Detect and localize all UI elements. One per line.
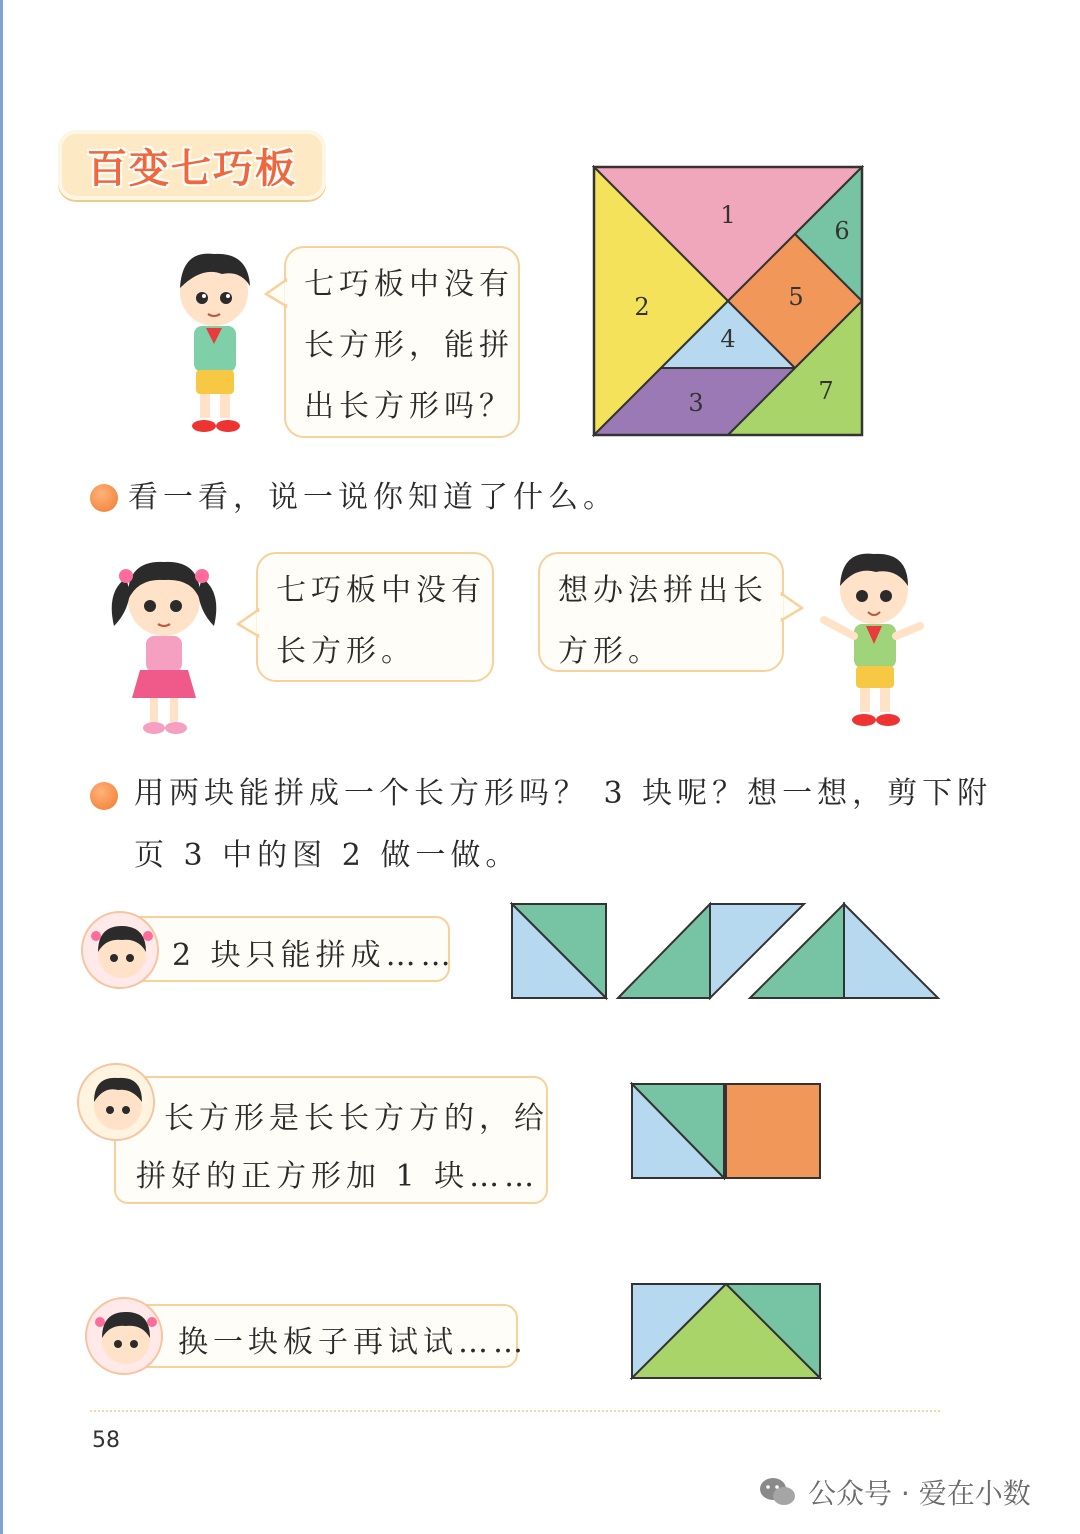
pill-2-line-1: 长方形是长长方方的，给 — [164, 1101, 549, 1136]
boy2-bubble-line-1: 想办法拼出长 — [558, 573, 768, 608]
section-title-badge — [58, 130, 326, 200]
boy-waving-illustration — [816, 540, 928, 732]
girl-avatar-1 — [80, 910, 160, 990]
girl-speech-bubble — [256, 552, 494, 682]
bullet-dot-2 — [90, 782, 118, 810]
tangram-label-5: 5 — [788, 283, 804, 311]
three-triangle-rectangle — [628, 1280, 824, 1382]
tangram-label-7: 7 — [818, 377, 834, 405]
boy-bubble-line-3: 出长方形吗？ — [304, 389, 514, 424]
two-piece-shapes — [508, 900, 944, 1004]
boy-pill-bubble — [114, 1076, 548, 1204]
girl-bubble-tail — [236, 608, 260, 638]
bullet-text-2-line-2: 页 3 中的图 2 做一做。 — [134, 838, 521, 873]
pill-2-line-2: 拼好的正方形加 1 块…… — [136, 1159, 540, 1194]
boy2-bubble-tail — [780, 592, 804, 622]
bullet-text-2-line-1: 用两块能拼成一个长方形吗？ 3 块呢？想一想，剪下附 — [134, 776, 993, 811]
boy2-speech-bubble — [538, 552, 784, 672]
girl-pill-bubble-2 — [118, 1304, 528, 1368]
watermark-text: 公众号 · 爱在小数 — [808, 1477, 1031, 1510]
tangram-label-3: 3 — [688, 389, 704, 417]
boy-speech-bubble — [284, 246, 520, 438]
tangram-diagram — [592, 165, 864, 439]
boy-avatar — [76, 1062, 156, 1142]
watermark — [758, 1472, 1031, 1512]
section-title: 百变七巧板 — [87, 145, 297, 192]
footer-dotted-rule — [90, 1410, 940, 1412]
boy-bubble-line-1: 七巧板中没有 — [304, 267, 514, 302]
square-plus-one-shape — [628, 1080, 824, 1182]
girl-avatar-2 — [84, 1296, 164, 1376]
tangram-label-1: 1 — [720, 201, 736, 229]
boy2-bubble-line-2: 方形。 — [558, 634, 663, 669]
page-left-rule — [0, 0, 3, 1534]
page-number: 58 — [92, 1428, 120, 1453]
pill-1-text: 2 块只能拼成…… — [172, 938, 456, 973]
tangram-label-6: 6 — [834, 217, 850, 245]
wechat-icon — [758, 1475, 798, 1509]
girl-illustration — [104, 548, 224, 744]
girl-bubble-line-2: 长方形。 — [276, 634, 416, 669]
tangram-label-4: 4 — [720, 325, 736, 353]
boy-bubble-tail — [264, 278, 288, 308]
boy-bubble-line-2: 长方形，能拼 — [304, 328, 514, 363]
tangram-label-2: 2 — [634, 293, 650, 321]
girl-bubble-line-1: 七巧板中没有 — [276, 573, 486, 608]
pill-3-text: 换一块板子再试试…… — [178, 1325, 528, 1360]
bullet-text-1: 看一看，说一说你知道了什么。 — [128, 480, 618, 515]
girl-pill-bubble-1 — [120, 916, 456, 982]
boy-thinking-illustration — [162, 240, 262, 440]
bullet-dot-1 — [90, 484, 118, 512]
